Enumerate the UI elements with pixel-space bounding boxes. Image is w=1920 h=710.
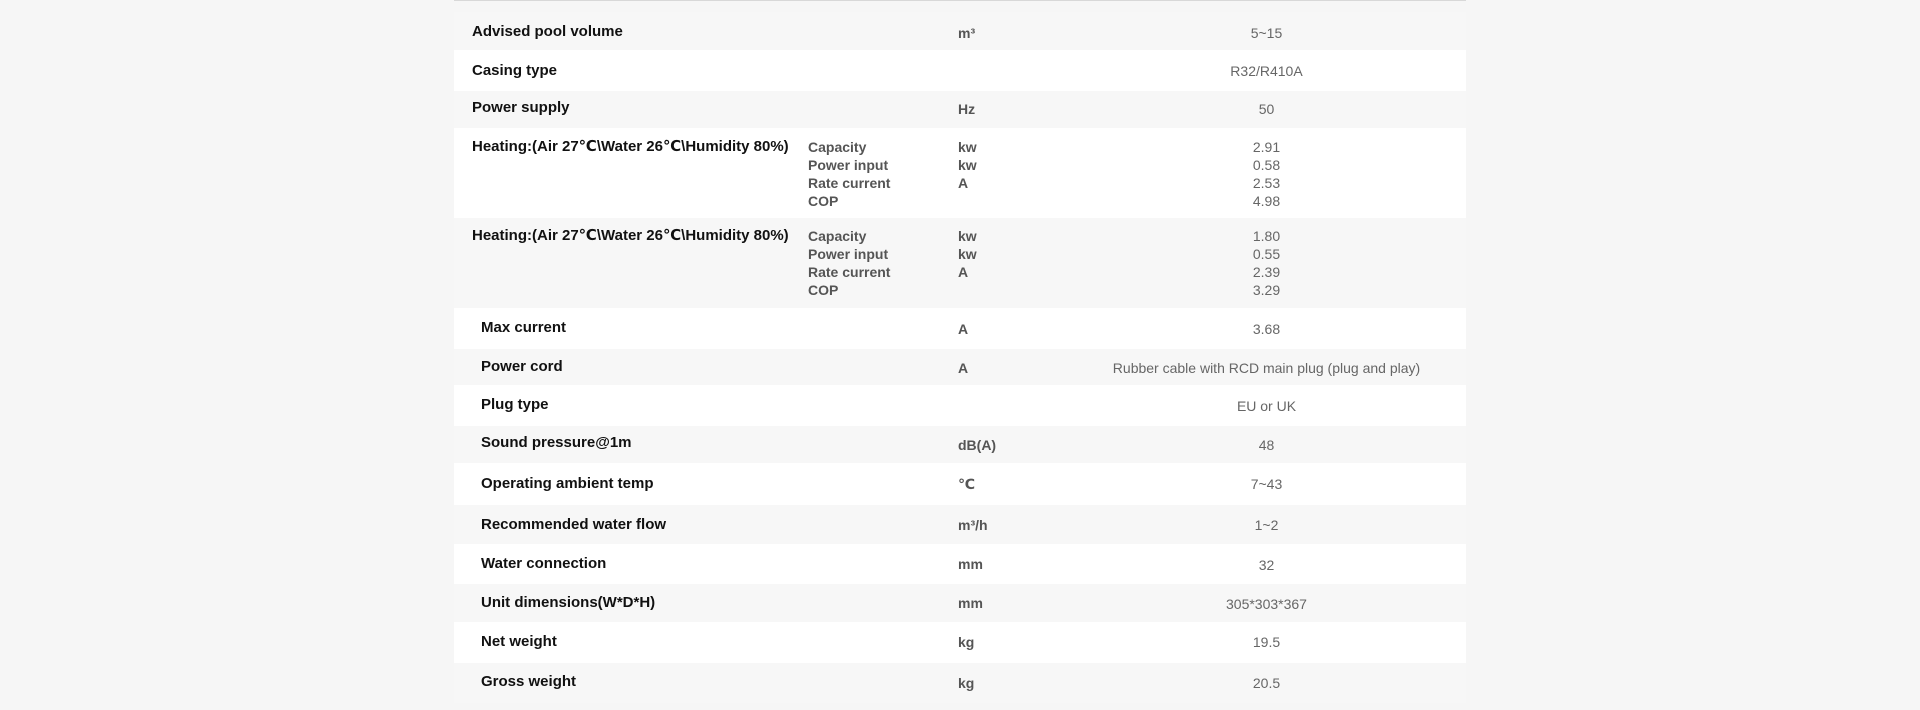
row-label: Recommended water flow [481,516,667,533]
table-row [454,505,1466,544]
sub-unit: kw [958,139,977,155]
table-row [454,544,1466,584]
table-row [454,663,1466,703]
row-value: 19.5 [1252,634,1281,650]
spec-table [454,0,1466,710]
row-label: Plug type [481,396,549,413]
row-unit: Hz [958,101,976,117]
table-row [454,349,1466,385]
row-value: 7~43 [1250,476,1283,492]
sub-value: 2.91 [1252,139,1281,155]
row-label: Unit dimensions(W*D*H) [481,594,656,611]
row-value: R32/R410A [1230,63,1303,79]
table-row [454,385,1466,426]
row-label: Gross weight [481,673,577,690]
table-row [454,426,1466,463]
table-row [454,308,1466,349]
sub-unit: A [958,175,969,191]
row-value: 1~2 [1254,517,1279,533]
row-unit: m³/h [958,517,988,533]
sub-unit [958,281,977,299]
row-label: Operating ambient temp [481,475,654,492]
row-label: Net weight [481,633,557,650]
row-label: Heating:(Air 27℃\Water 26℃\Humidity 80%) [472,227,789,244]
sub-units [958,138,977,210]
sub-value: 1.80 [1252,228,1281,244]
sub-unit [958,192,977,210]
sub-label-rate-current: Rate current [808,175,891,191]
sub-label-capacity: Capacity [808,139,867,155]
sub-labels [808,227,890,299]
row-label: Advised pool volume [472,23,623,40]
table-row [454,50,1466,91]
sub-unit: A [958,264,969,280]
sub-values [1054,227,1479,299]
row-label: Casing type [472,62,558,79]
row-unit: A [958,360,969,376]
sub-value: 4.98 [1252,193,1281,209]
row-value: 50 [1258,101,1275,117]
sub-units [958,227,977,299]
sub-unit: kw [958,157,977,173]
table-row [454,128,1466,218]
row-unit: dB(A) [958,437,997,453]
row-unit: kg [958,634,975,650]
row-unit: mm [958,556,983,572]
row-unit: kg [958,675,975,691]
row-unit: ℃ [958,476,975,492]
sub-value: 3.29 [1252,282,1281,298]
row-value: EU or UK [1236,398,1297,414]
row-unit: m³ [958,25,976,41]
sub-values [1054,138,1479,210]
sub-value: 2.39 [1252,264,1281,280]
row-value: 3.68 [1252,321,1281,337]
sub-label-cop: COP [808,282,839,298]
table-row [454,584,1466,622]
sub-label-power-input: Power input [808,157,889,173]
table-row [454,218,1466,308]
table-row [454,463,1466,505]
sub-value: 2.53 [1252,175,1281,191]
row-value: 305*303*367 [1226,596,1307,612]
row-label: Power cord [481,358,563,375]
row-label: Water connection [481,555,607,572]
row-unit: A [958,321,969,337]
table-row [454,91,1466,128]
row-label: Heating:(Air 27℃\Water 26℃\Humidity 80%) [472,138,789,155]
row-label: Max current [481,319,567,336]
row-label: Sound pressure@1m [481,434,632,451]
sub-value: 0.55 [1252,246,1281,262]
sub-labels [808,138,890,210]
sub-unit: kw [958,246,977,262]
sub-label-rate-current: Rate current [808,264,891,280]
table-row [454,622,1466,663]
row-value: 48 [1258,437,1275,453]
row-value: 32 [1258,557,1275,573]
row-value: 20.5 [1252,675,1281,691]
row-value: Rubber cable with RCD main plug (plug and play) [1112,360,1421,376]
sub-unit: kw [958,228,977,244]
sub-value: 0.58 [1252,157,1281,173]
row-label: Power supply [472,99,570,116]
sub-label-cop: COP [808,193,839,209]
sub-label-capacity: Capacity [808,228,867,244]
row-value: 5~15 [1250,25,1283,41]
table-row [454,12,1466,50]
sub-label-power-input: Power input [808,246,889,262]
row-unit: mm [958,595,983,611]
